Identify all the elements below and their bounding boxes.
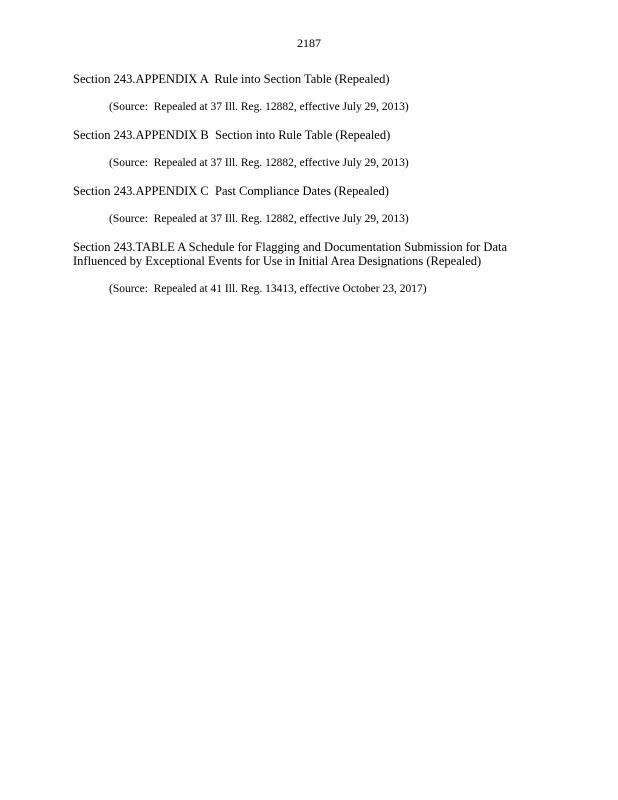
source-note: (Source: Repealed at 37 Ill. Reg. 12882, effective July 29, 2013)	[109, 213, 409, 225]
section-appendix-a	[73, 72, 553, 114]
section-table-a	[73, 240, 553, 296]
section-heading: Section 243.APPENDIX C Past Compliance Dates (Repealed)	[73, 184, 389, 198]
source-note: (Source: Repealed at 41 Ill. Reg. 13413, effective October 23, 2017)	[109, 283, 427, 295]
section-appendix-b	[73, 128, 553, 170]
section-heading: Section 243.APPENDIX B Section into Rule Table (Repealed)	[73, 128, 391, 142]
source-note: (Source: Repealed at 37 Ill. Reg. 12882, effective July 29, 2013)	[109, 157, 409, 169]
section-heading: Section 243.TABLE A Schedule for Flagging and Documentation Submission for Data Influenced by Exceptional Events for Use in Initial Area Designations (Repealed)	[73, 240, 508, 268]
source-note: (Source: Repealed at 37 Ill. Reg. 12882, effective July 29, 2013)	[109, 101, 409, 113]
document-body	[73, 72, 553, 310]
section-heading: Section 243.APPENDIX A Rule into Section Table (Repealed)	[73, 72, 390, 86]
page-number: 2187	[297, 36, 321, 50]
section-appendix-c	[73, 184, 553, 226]
